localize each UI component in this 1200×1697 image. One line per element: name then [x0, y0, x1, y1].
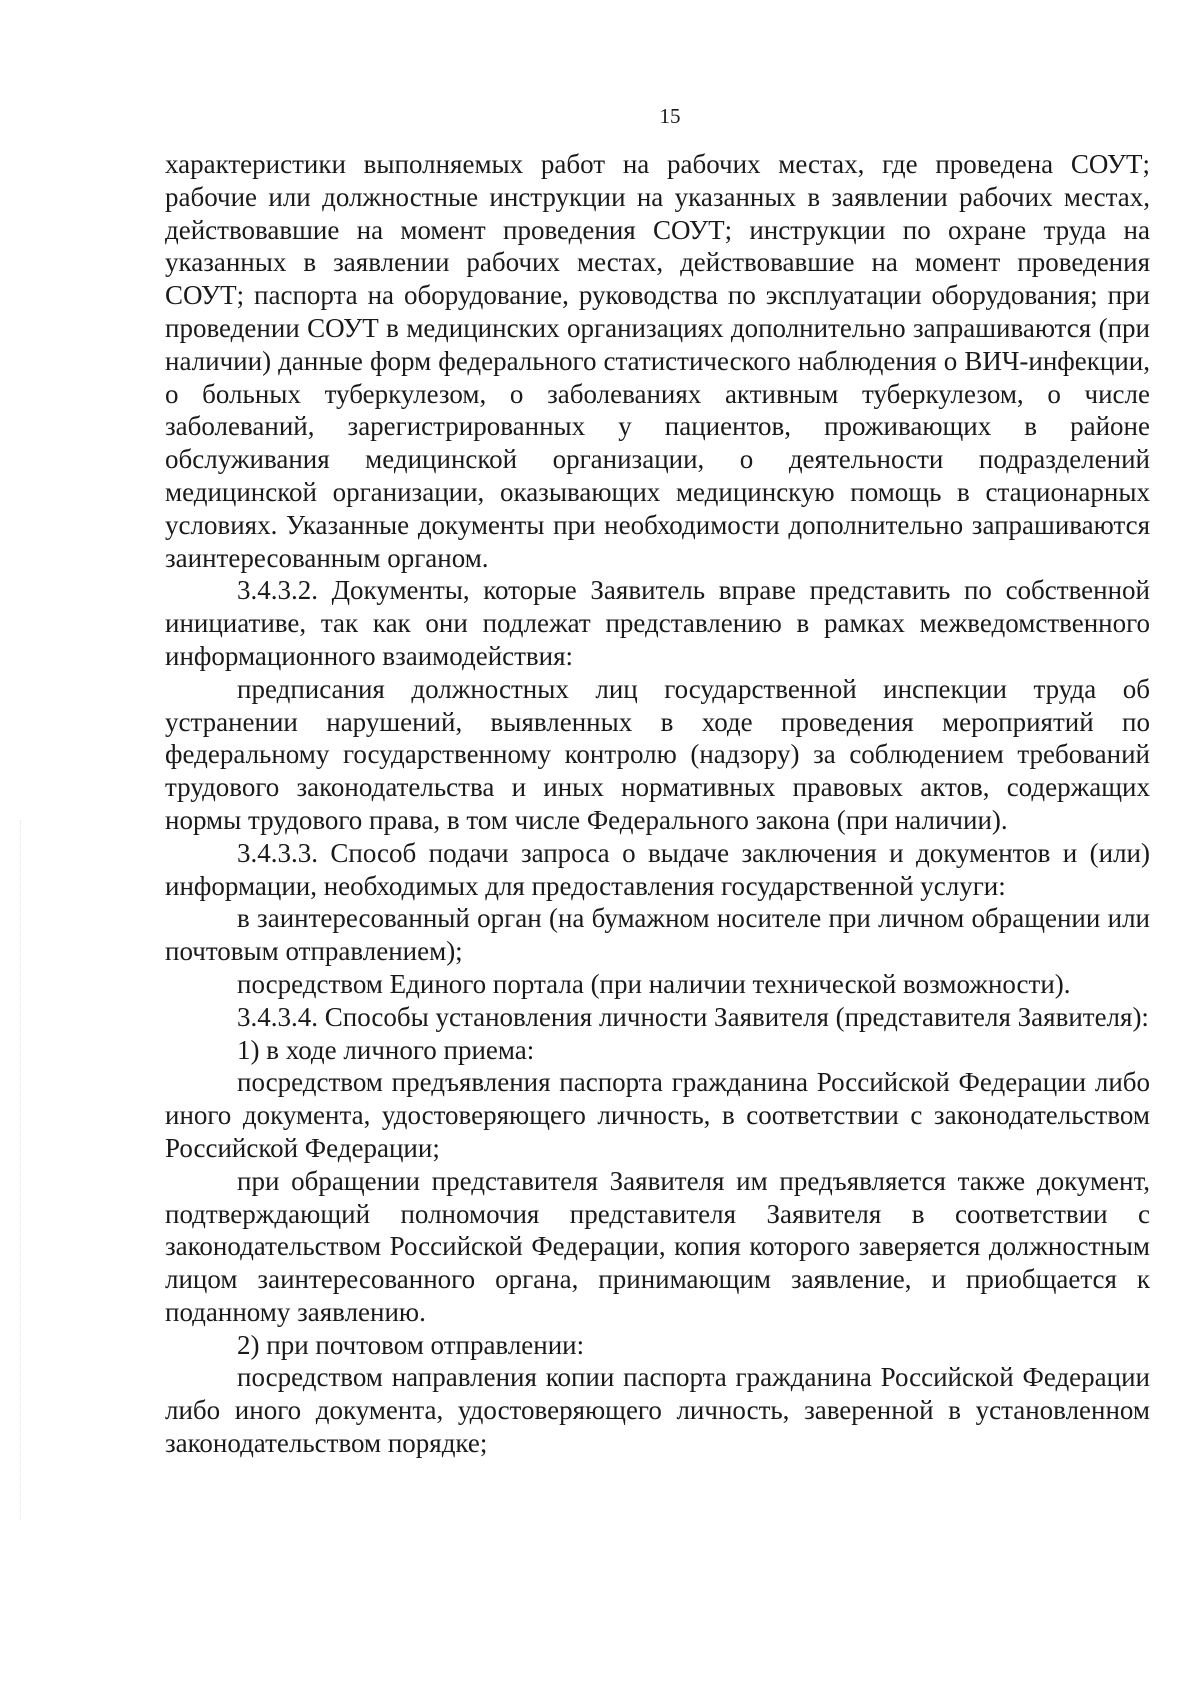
page-number: 15	[659, 104, 681, 128]
paragraph-representative-authority: при обращении представителя Заявителя им предъявляется также документ, подтверждающий полномочия представителя Заявителя в соответствии с законодательством Российской Федерации, копия которого заверяется должностным лицом заинтересованного органа, принимающим заявление, и приобщается к поданному заявлению.	[165, 1165, 1150, 1327]
paragraph-inspection-orders: предписания должностных лиц государственной инспекции труда об устранении нарушений, выявленных в ходе проведения мероприятий по федеральному государственному контролю (надзору) за соблюдением требований трудового законодательства и иных нормативных правовых актов, содержащих нормы трудового права, в том числе Федерального закона (при наличии).	[165, 673, 1150, 835]
paragraph-postal-passport-copy: посредством направления копии паспорта гражданина Российской Федерации либо иного документа, удостоверяющего личность, заверенной в установленном законодательством порядке;	[165, 1362, 1150, 1459]
scan-edge-mark	[20, 820, 22, 1520]
document-body	[165, 148, 1150, 1460]
paragraph-3-4-3-3: 3.4.3.3. Способ подачи запроса о выдаче заключения и документов и (или) информации, необходимых для предоставления государственной услуги:	[165, 837, 1150, 901]
paragraph-3-4-3-4: 3.4.3.4. Способы установления личности Заявителя (представителя Заявителя):	[237, 1001, 1149, 1032]
paragraph-passport-presentation: посредством предъявления паспорта гражданина Российской Федерации либо иного документа, удостоверяющего личность, в соответствии с законодательством Российской Федерации;	[165, 1067, 1150, 1163]
paragraph-postal-heading: 2) при почтовом отправлении:	[237, 1329, 585, 1360]
paragraph-submission-to-authority: в заинтересованный орган (на бумажном носителе при личном обращении или почтовым отправлением);	[165, 903, 1150, 967]
paragraph-submission-via-portal: посредством Единого портала (при наличии технической возможности).	[237, 968, 1071, 999]
paragraph-3-4-3-2: 3.4.3.2. Документы, которые Заявитель вправе представить по собственной инициативе, так как они подлежат представлению в рамках межведомственного информационного взаимодействия:	[165, 575, 1150, 671]
paragraph-personal-reception-heading: 1) в ходе личного приема:	[237, 1034, 535, 1065]
paragraph-required-documents-continuation: характеристики выполняемых работ на рабочих местах, где проведена СОУТ; рабочие или должностные инструкции на указанных в заявлении рабочих местах, действовавшие на момент проведения СОУТ; инструкции по охране труда на указанных в заявлении рабочих местах, действовавшие на момент проведения СОУТ; паспорта на оборудование, руководства по эксплуатации оборудования; при проведении СОУТ в медицинских организациях дополнительно запрашиваются (при наличии) данные форм федерального статистического наблюдения о ВИЧ-инфекции, о больных туберкулезом, о заболеваниях активным туберкулезом, о числе заболеваний, зарегистрированных у пациентов, проживающих в районе обслуживания медицинской организации, о деятельности подразделений медицинской организации, оказывающих медицинскую помощь в стационарных условиях. Указанные документы при необходимости дополнительно запрашиваются заинтересованным органом.	[165, 149, 1150, 573]
